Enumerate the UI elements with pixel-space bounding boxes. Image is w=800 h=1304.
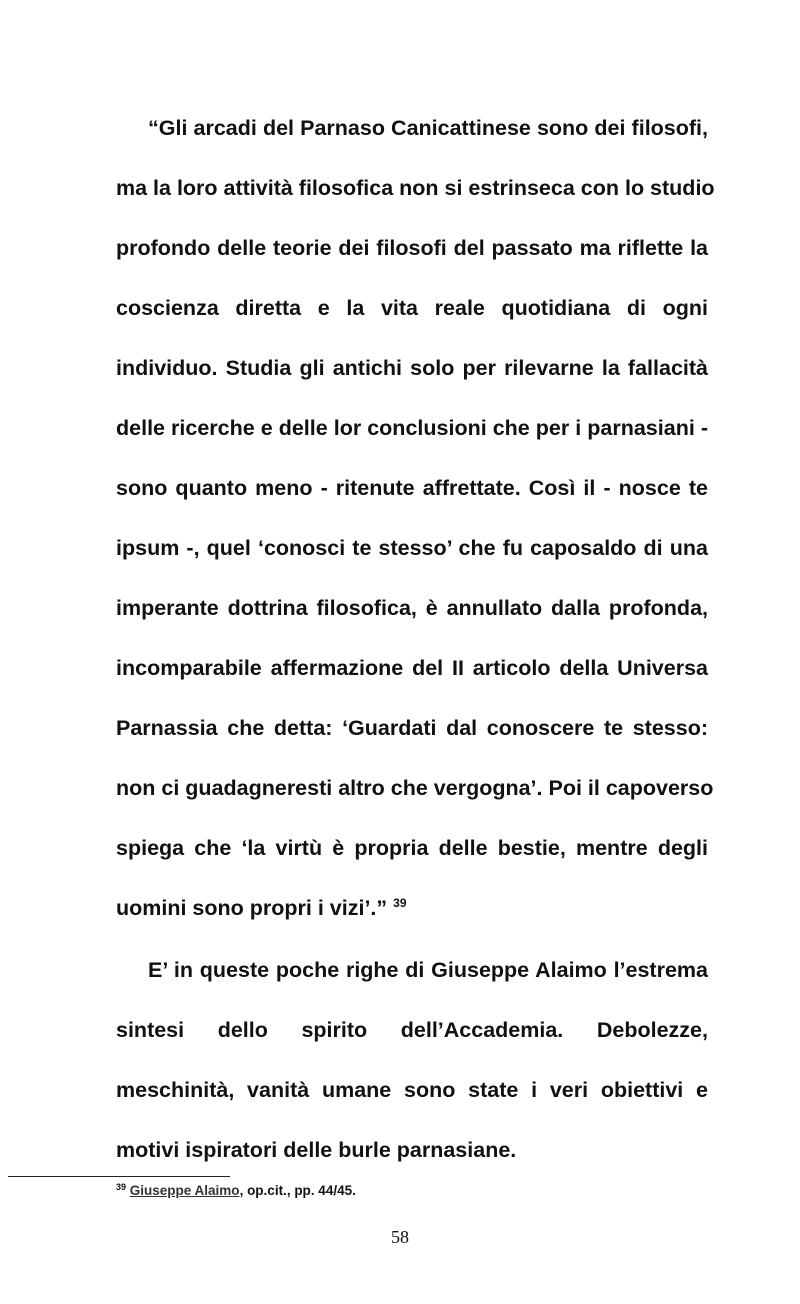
footnote-reference: 39 xyxy=(393,896,407,910)
quote-end-text: uomini sono propri i vizi’.” xyxy=(116,896,388,920)
page-number: 58 xyxy=(391,1227,409,1247)
footnote-number: 39 xyxy=(116,1182,127,1192)
footnote-separator xyxy=(8,1176,230,1177)
footnote xyxy=(116,1182,356,1200)
paragraph-line: incomparabile affermazione del II articolo della Universa xyxy=(116,656,708,680)
paragraph-line: non ci guadagneresti altro che vergogna’. Poi il capoverso xyxy=(116,776,714,800)
paragraph-line: ma la loro attività filosofica non si estrinseca con lo studio xyxy=(116,176,715,200)
paragraph-line: meschinità, vanità umane sono state i veri obiettivi e xyxy=(116,1078,708,1102)
paragraph-line: coscienza diretta e la vita reale quotidiana di ogni xyxy=(116,296,708,320)
paragraph-line: imperante dottrina filosofica, è annullato dalla profonda, xyxy=(116,596,708,620)
footnote-citation: , op.cit., pp. 44/45. xyxy=(239,1183,356,1198)
paragraph-line: delle ricerche e delle lor conclusioni che per i parnasiani - xyxy=(116,416,708,440)
paragraph-line: individuo. Studia gli antichi solo per rilevarne la fallacità xyxy=(116,356,708,380)
footnote-author-link[interactable]: Giuseppe Alaimo xyxy=(129,1183,240,1198)
paragraph-line: sono quanto meno - ritenute affrettate. Così il - nosce te xyxy=(116,476,708,500)
paragraph-line: E’ in queste poche righe di Giuseppe Alaimo l’estrema xyxy=(148,958,708,982)
paragraph-line: Parnassia che detta: ‘Guardati dal conoscere te stesso: xyxy=(116,716,708,740)
paragraph-line-last: motivi ispiratori delle burle parnasiane. xyxy=(116,1138,517,1162)
paragraph-line: ipsum -, quel ‘conosci te stesso’ che fu caposaldo di una xyxy=(116,536,708,560)
paragraph-line: spiega che ‘la virtù è propria delle bestie, mentre degli xyxy=(116,836,708,860)
paragraph-line: “Gli arcadi del Parnaso Canicattinese sono dei filosofi, xyxy=(148,116,708,140)
paragraph-line: sintesi dello spirito dell’Accademia. Debolezze, xyxy=(116,1018,708,1042)
paragraph-line: profondo delle teorie dei filosofi del passato ma riflette la xyxy=(116,236,708,260)
paragraph-line-last xyxy=(116,893,708,923)
